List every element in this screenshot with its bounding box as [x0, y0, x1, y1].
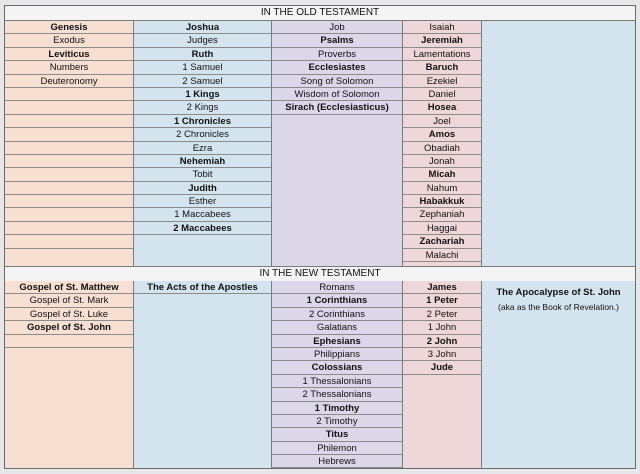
- empty-cell: [5, 235, 133, 248]
- book-cell: Gospel of St. John: [5, 321, 133, 334]
- book-cell: 1 Maccabees: [134, 208, 271, 221]
- book-cell: The Acts of the Apostles: [134, 281, 271, 294]
- empty-cell: [5, 155, 133, 168]
- ot-column-history: [134, 21, 272, 266]
- ot-column-prophets: [403, 21, 482, 266]
- book-cell: Haggai: [403, 222, 481, 235]
- book-cell: Gospel of St. Matthew: [5, 281, 133, 294]
- book-cell: Nehemiah: [134, 155, 271, 168]
- book-cell: Zephaniah: [403, 208, 481, 221]
- book-cell: Wisdom of Solomon: [272, 88, 402, 101]
- book-cell: Lamentations: [403, 48, 481, 61]
- book-cell: Judges: [134, 34, 271, 47]
- book-cell: Galatians: [272, 321, 402, 334]
- book-cell: Romans: [272, 281, 402, 294]
- nt-column-acts: [134, 281, 272, 468]
- book-cell: Sirach (Ecclesiasticus): [272, 101, 402, 114]
- book-cell: Song of Solomon: [272, 75, 402, 88]
- book-cell: Obadiah: [403, 142, 481, 155]
- book-cell: Jude: [403, 361, 481, 374]
- book-cell: 2 Timothy: [272, 415, 402, 428]
- ot-column-law: [5, 21, 134, 266]
- book-cell: 2 Corinthians: [272, 308, 402, 321]
- book-cell: Gospel of St. Mark: [5, 294, 133, 307]
- book-cell: Baruch: [403, 61, 481, 74]
- empty-cell: [5, 88, 133, 101]
- book-cell: 2 John: [403, 335, 481, 348]
- book-cell: Amos: [403, 128, 481, 141]
- book-cell: Titus: [272, 428, 402, 441]
- old-testament-header: IN THE OLD TESTAMENT: [5, 6, 635, 21]
- ot-column-wisdom: [272, 21, 403, 266]
- book-cell: 1 Timothy: [272, 402, 402, 415]
- new-testament-section: [5, 281, 635, 468]
- bible-books-table: [4, 5, 636, 469]
- book-cell: Ruth: [134, 48, 271, 61]
- book-cell: Isaiah: [403, 21, 481, 34]
- old-testament-section: [5, 21, 635, 266]
- book-cell: Gospel of St. Luke: [5, 308, 133, 321]
- empty-cell: [5, 115, 133, 128]
- empty-cell: [5, 168, 133, 181]
- book-cell: Tobit: [134, 168, 271, 181]
- empty-cell: [5, 142, 133, 155]
- book-cell: Ezekiel: [403, 75, 481, 88]
- book-cell: James: [403, 281, 481, 294]
- book-cell: 3 John: [403, 348, 481, 361]
- empty-cell: [5, 208, 133, 221]
- book-cell: Psalms: [272, 34, 402, 47]
- empty-cell: [5, 101, 133, 114]
- book-cell: Malachi: [403, 249, 481, 262]
- book-cell: Genesis: [5, 21, 133, 34]
- book-cell: Joshua: [134, 21, 271, 34]
- book-cell: 2 Maccabees: [134, 222, 271, 235]
- book-cell: Zachariah: [403, 235, 481, 248]
- book-cell: Daniel: [403, 88, 481, 101]
- empty-cell: [5, 128, 133, 141]
- book-cell: 1 Samuel: [134, 61, 271, 74]
- book-cell: 1 Thessalonians: [272, 375, 402, 388]
- book-cell: Proverbs: [272, 48, 402, 61]
- book-cell: 2 Samuel: [134, 75, 271, 88]
- empty-cell: [5, 222, 133, 235]
- book-cell: Jeremiah: [403, 34, 481, 47]
- nt-column-general-epistles: [403, 281, 482, 468]
- nt-column-pauline-epistles: [272, 281, 403, 468]
- book-cell: 1 Kings: [134, 88, 271, 101]
- book-cell: Numbers: [5, 61, 133, 74]
- empty-cell: [5, 195, 133, 208]
- book-cell: Philemon: [272, 442, 402, 455]
- empty-cell: [5, 182, 133, 195]
- book-cell: Exodus: [5, 34, 133, 47]
- book-cell: Job: [272, 21, 402, 34]
- nt-column-gospels: [5, 281, 134, 468]
- book-cell: 2 Peter: [403, 308, 481, 321]
- apocalypse-title: The Apocalypse of St. John: [496, 287, 621, 298]
- book-cell: 1 John: [403, 321, 481, 334]
- nt-column-apocalypse: [482, 281, 635, 468]
- empty-cell: [5, 335, 133, 348]
- book-cell: Joel: [403, 115, 481, 128]
- book-cell: Ecclesiastes: [272, 61, 402, 74]
- book-cell: Micah: [403, 168, 481, 181]
- book-cell: Deuteronomy: [5, 75, 133, 88]
- new-testament-header: IN THE NEW TESTAMENT: [5, 266, 635, 282]
- book-cell: 2 Thessalonians: [272, 388, 402, 401]
- book-cell: Jonah: [403, 155, 481, 168]
- book-cell: Nahum: [403, 182, 481, 195]
- book-cell: Ezra: [134, 142, 271, 155]
- book-cell: Judith: [134, 182, 271, 195]
- apocalypse-subtitle: (aka as the Book of Revelation.): [498, 302, 619, 312]
- book-cell: Esther: [134, 195, 271, 208]
- book-cell: Hebrews: [272, 455, 402, 468]
- book-cell: Philippians: [272, 348, 402, 361]
- book-cell: Colossians: [272, 361, 402, 374]
- book-cell: Habakkuk: [403, 195, 481, 208]
- book-cell: Ephesians: [272, 335, 402, 348]
- book-cell: 1 Corinthians: [272, 294, 402, 307]
- book-cell: Hosea: [403, 101, 481, 114]
- book-cell: 1 Chronicles: [134, 115, 271, 128]
- book-cell: 2 Kings: [134, 101, 271, 114]
- book-cell: 1 Peter: [403, 294, 481, 307]
- book-cell: Leviticus: [5, 48, 133, 61]
- ot-column-empty: [482, 21, 635, 266]
- book-cell: 2 Chronicles: [134, 128, 271, 141]
